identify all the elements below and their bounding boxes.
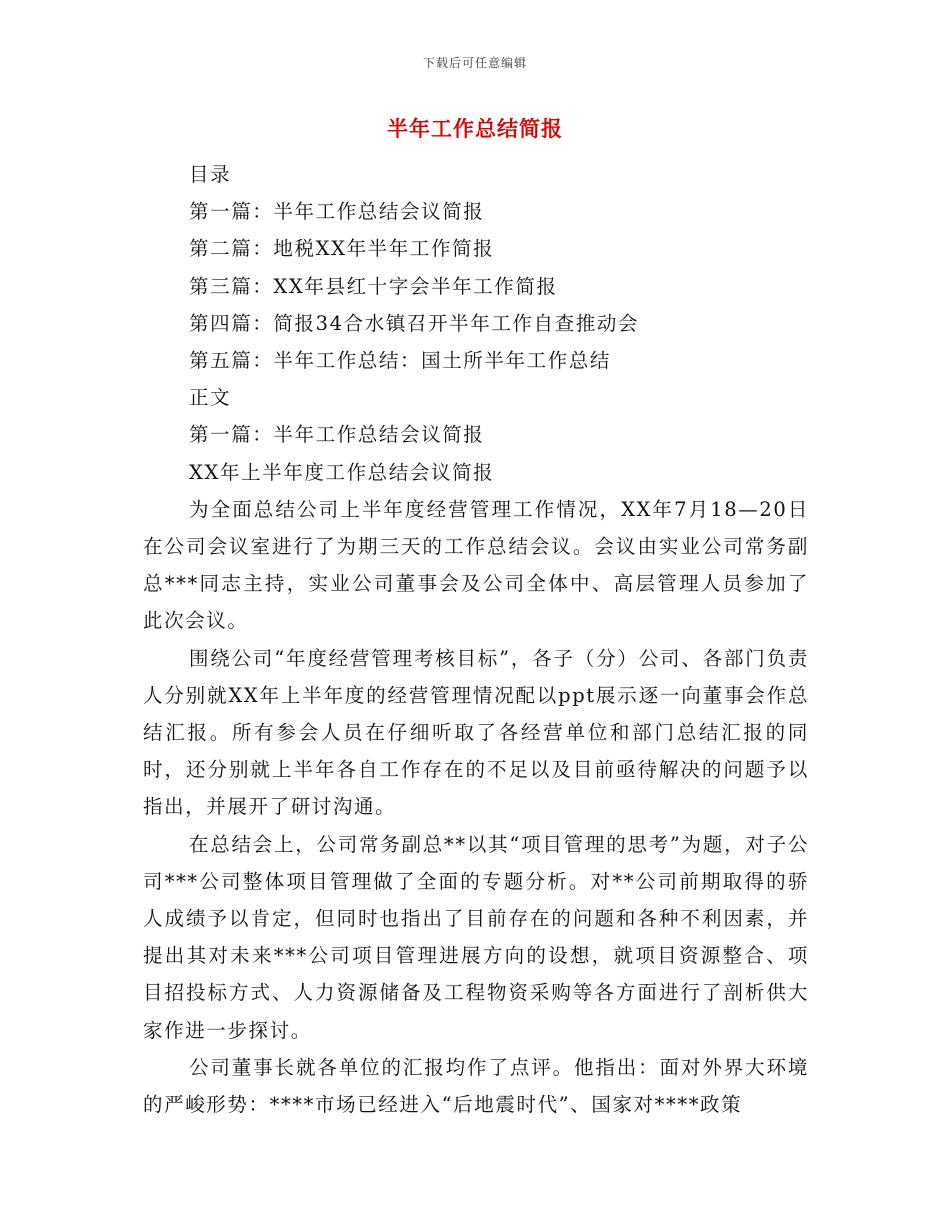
document-body: [143, 156, 809, 1123]
toc-label: 目录: [189, 163, 232, 186]
paragraph: 为全面总结公司上半年度经营管理工作情况，XX年7月18—20日在公司会议室进行了为期三天的工作总结会议。会议由实业公司常务副总***同志主持，实业公司董事会及公司全体中、高层管理人员参加了此次会议。: [143, 497, 809, 633]
toc-item: 第二篇：地税XX年半年工作简报: [189, 237, 495, 261]
paragraph: 公司董事长就各单位的汇报均作了点评。他指出：面对外界大环境的严峻形势：****市场已经进入“后地震时代”、国家对****政策: [143, 1055, 809, 1117]
toc-item: 第三篇：XX年县红十字会半年工作简报: [189, 274, 558, 298]
header-note: 下载后可任意编辑: [422, 56, 527, 70]
toc-item: 第四篇：简报34合水镇召开半年工作自查推动会: [189, 311, 640, 335]
paragraph: 在总结会上，公司常务副总**以其“项目管理的思考”为题，对子公司***公司整体项目管理做了全面的专题分析。对**公司前期取得的骄人成绩予以肯定，但同时也指出了目前存在的问题和各种不利因素，并提出其对未来***公司项目管理进展方向的设想，就项目资源整合、项目招投标方式、人力资源储备及工程物资采购等各方面进行了剖析供大家作进一步探讨。: [143, 832, 809, 1042]
paragraph: 围绕公司“年度经营管理考核目标”，各子（分）公司、各部门负责人分别就XX年上半年度的经营管理情况配以ppt展示逐一向董事会作总结汇报。所有参会人员在仔细听取了各经营单位和部门总结汇报的同时，还分别就上半年各自工作存在的不足以及目前亟待解决的问题予以指出，并展开了研讨沟通。: [143, 646, 809, 819]
toc-item: 第五篇：半年工作总结：国土所半年工作总结: [189, 349, 612, 373]
section-subtitle: XX年上半年度工作总结会议简报: [189, 460, 495, 484]
toc-item: 第一篇：半年工作总结会议简报: [189, 200, 485, 224]
document-title: 半年工作总结简报: [387, 117, 563, 141]
body-label: 正文: [189, 386, 232, 410]
section-title: 第一篇：半年工作总结会议简报: [189, 423, 485, 447]
